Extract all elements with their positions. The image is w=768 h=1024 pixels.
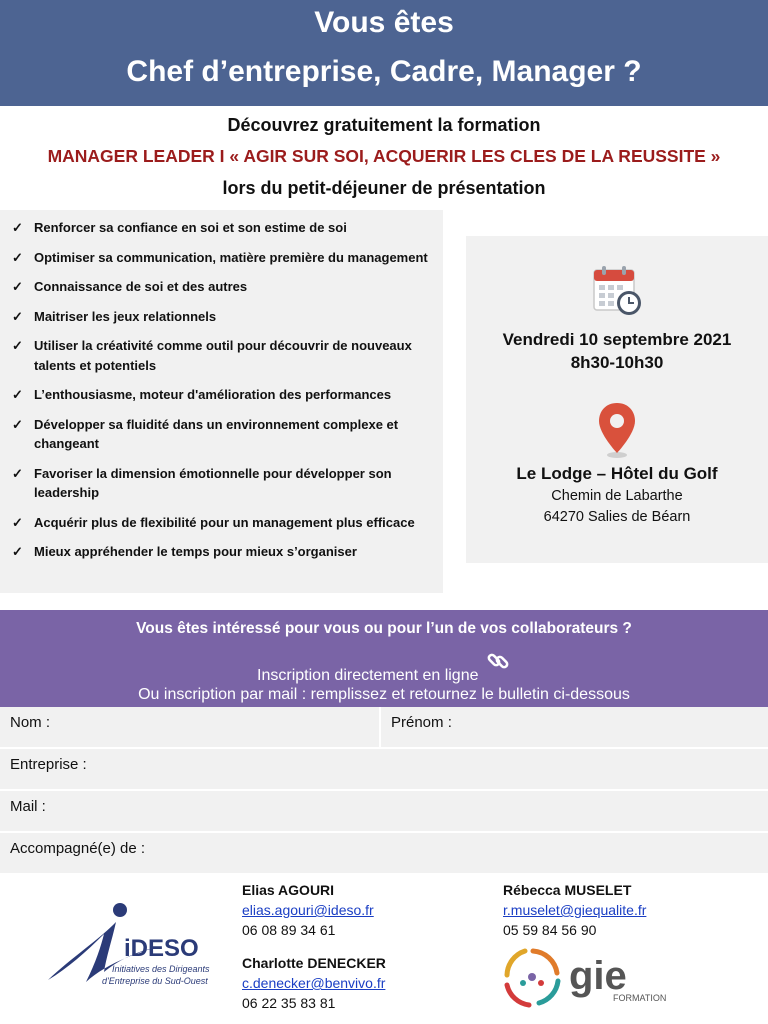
- svg-text:FORMATION: FORMATION: [613, 993, 667, 1003]
- header-title-line1: Vous êtes: [314, 6, 454, 39]
- event-venue: Le Lodge – Hôtel du Golf: [516, 464, 718, 483]
- event-time: 8h30-10h30: [570, 353, 664, 372]
- registration-form: [0, 707, 768, 875]
- header-title-line2: Chef d’entreprise, Cadre, Manager ?: [126, 55, 642, 88]
- contact-email-link[interactable]: c.denecker@benvivo.fr: [242, 975, 386, 991]
- form-row-companion: [0, 833, 768, 875]
- form-row-name: [0, 707, 768, 749]
- benefit-item: ✓ Renforcer sa confiance en soi et son estime de soi: [12, 218, 435, 238]
- check-icon: ✓: [12, 249, 23, 265]
- check-icon: ✓: [12, 514, 23, 530]
- event-address: Chemin de Labarthe 64270 Salies de Béarn: [543, 488, 691, 525]
- check-icon: ✓: [12, 544, 23, 559]
- contact-phone: 06 22 35 83 81: [242, 995, 336, 1011]
- header-banner: [0, 0, 768, 106]
- event-date: Vendredi 10 septembre 2021 8h30-10h30: [466, 328, 768, 374]
- benefit-item: ✓ Développer sa fluidité dans un environnement complexe et changeant: [12, 416, 399, 451]
- check-icon: ✓: [12, 279, 23, 294]
- map-pin-icon: [597, 401, 637, 459]
- form-row-company: [0, 749, 768, 791]
- svg-text:Initiatives des Dirigeants: Initiatives des Dirigeants: [112, 964, 210, 974]
- calendar-clock-icon: [592, 264, 644, 318]
- benefit-item: ✓ Utiliser la créativité comme outil pour découvrir de nouveaux talents et potentiels: [12, 338, 412, 373]
- svg-text:d'Entreprise du Sud-Ouest: d'Entreprise du Sud-Ouest: [102, 976, 208, 986]
- contact-email-link[interactable]: r.muselet@giequalite.fr: [503, 902, 647, 918]
- intro-line1: Découvrez gratuitement la formation: [227, 115, 541, 135]
- check-icon: ✓: [12, 338, 23, 353]
- link-icon[interactable]: [485, 648, 511, 674]
- check-icon: ✓: [12, 387, 23, 402]
- prenom-field[interactable]: Prénom :: [391, 714, 452, 731]
- benefit-item: ✓ Connaissance de soi et des autres: [12, 277, 435, 297]
- contact-name: Charlotte DENECKER: [242, 955, 386, 971]
- training-title: MANAGER LEADER I « AGIR SUR SOI, ACQUERIR LES CLES DE LA REUSSITE »: [47, 146, 721, 166]
- gie-formation-logo: [503, 945, 678, 1013]
- online-registration-link[interactable]: Inscription directement en ligne: [0, 656, 768, 685]
- benefit-item: ✓ Mieux appréhender le temps pour mieux s’organiser: [12, 542, 435, 562]
- contact-denecker: [242, 953, 386, 1013]
- contact-name: Rébecca MUSELET: [503, 882, 632, 898]
- nom-field[interactable]: Nom :: [10, 714, 51, 731]
- contact-phone: 06 08 89 34 61: [242, 922, 336, 938]
- contact-agouri: [242, 880, 374, 940]
- contact-muselet: [503, 880, 646, 940]
- benefit-item: ✓ Optimiser sa communication, matière première du management: [12, 248, 435, 268]
- mail-field[interactable]: Mail :: [10, 798, 46, 815]
- benefit-item: ✓ Maitriser les jeux relationnels: [12, 307, 435, 327]
- svg-text:gie: gie: [569, 954, 627, 998]
- check-icon: ✓: [12, 220, 23, 235]
- contact-phone: 05 59 84 56 90: [503, 922, 597, 938]
- mail-registration-text: Ou inscription par mail : remplissez et retournez le bulletin ci-dessous: [138, 686, 630, 703]
- benefit-item: ✓ Favoriser la dimension émotionnelle pour développer son leadership: [12, 465, 392, 500]
- check-icon: ✓: [12, 308, 23, 324]
- check-icon: ✓: [12, 416, 23, 432]
- benefit-item: ✓ Acquérir plus de flexibilité pour un management plus efficace: [12, 513, 435, 533]
- svg-text:iDESO: iDESO: [124, 935, 199, 962]
- entreprise-field[interactable]: Entreprise :: [10, 756, 87, 773]
- accompagne-field[interactable]: Accompagné(e) de :: [10, 840, 146, 857]
- benefit-item: ✓ L’enthousiasme, moteur d'amélioration des performances: [12, 385, 435, 405]
- intro-line3: lors du petit-déjeuner de présentation: [222, 178, 546, 198]
- registration-banner: [0, 610, 768, 707]
- check-icon: ✓: [12, 465, 23, 481]
- ideso-logo: [46, 900, 211, 992]
- contact-email-link[interactable]: elias.agouri@ideso.fr: [242, 902, 374, 918]
- registration-question: Vous êtes intéressé pour vous ou pour l’un de vos collaborateurs ?: [136, 620, 632, 637]
- event-panel: [466, 236, 768, 563]
- form-row-mail: [0, 791, 768, 833]
- benefits-panel: [0, 210, 443, 593]
- benefits-list: [0, 210, 443, 562]
- form-divider: [379, 707, 381, 747]
- contact-name: Elias AGOURI: [242, 882, 335, 898]
